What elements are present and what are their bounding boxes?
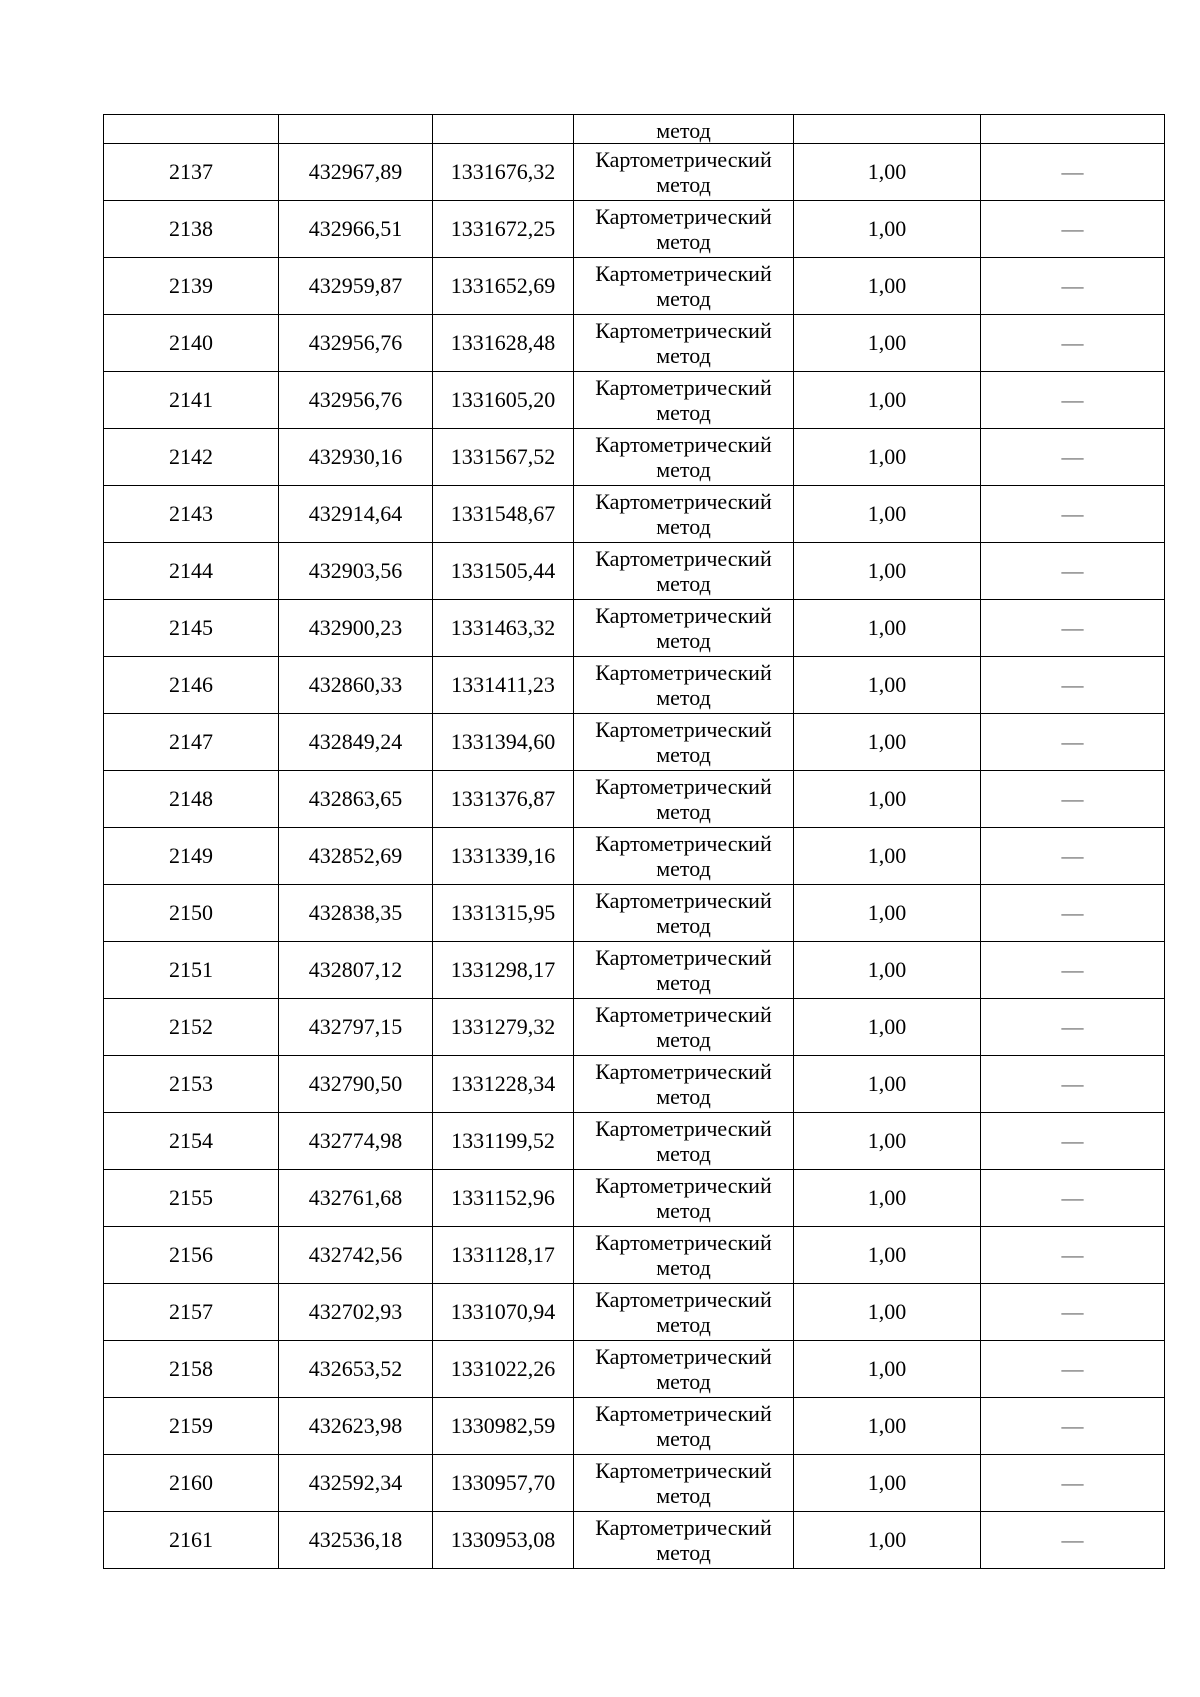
method-line-1: Картометрический [595, 1059, 772, 1084]
cell-method [574, 1056, 794, 1113]
cell-point: 2160 [104, 1455, 279, 1512]
method-line-2: метод [656, 628, 711, 653]
method-line-1: Картометрический [595, 831, 772, 856]
cell-x: 432860,33 [279, 657, 433, 714]
cell-accuracy: 1,00 [794, 1284, 981, 1341]
cell-x: 432903,56 [279, 543, 433, 600]
method-line-1: Картометрический [595, 945, 772, 970]
table-row [104, 1227, 1165, 1284]
cell-y: 1331628,48 [433, 315, 574, 372]
cell-method [574, 942, 794, 999]
cell-y: 1331152,96 [433, 1170, 574, 1227]
cell-y [433, 115, 574, 144]
cell-description: — [981, 1455, 1165, 1512]
cell-accuracy: 1,00 [794, 1227, 981, 1284]
cell-method [574, 714, 794, 771]
cell-accuracy: 1,00 [794, 1056, 981, 1113]
method-line-2: метод [656, 1426, 711, 1451]
cell-description: — [981, 942, 1165, 999]
cell-point: 2146 [104, 657, 279, 714]
method-line-1: Картометрический [595, 261, 772, 286]
table-row [104, 771, 1165, 828]
cell-x: 432536,18 [279, 1512, 433, 1569]
cell-accuracy: 1,00 [794, 429, 981, 486]
method-line-1: Картометрический [595, 546, 772, 571]
method-line-1: Картометрический [595, 1002, 772, 1027]
method-line-1: Картометрический [595, 204, 772, 229]
method-line-1: Картометрический [595, 1173, 772, 1198]
method-line-2: метод [656, 457, 711, 482]
method-line-2: метод [656, 286, 711, 311]
cell-method [574, 201, 794, 258]
cell-x: 432774,98 [279, 1113, 433, 1170]
cell-description: — [981, 1341, 1165, 1398]
cell-x: 432967,89 [279, 144, 433, 201]
method-line-1: Картометрический [595, 1230, 772, 1255]
cell-method [574, 1398, 794, 1455]
cell-accuracy: 1,00 [794, 828, 981, 885]
cell-point: 2156 [104, 1227, 279, 1284]
cell-method [574, 1227, 794, 1284]
method-line-2: метод [656, 1198, 711, 1223]
table-row [104, 942, 1165, 999]
method-line-1: Картометрический [595, 660, 772, 685]
cell-point: 2149 [104, 828, 279, 885]
cell-method [574, 1455, 794, 1512]
cell-description: — [981, 1398, 1165, 1455]
table-row [104, 1341, 1165, 1398]
cell-description: — [981, 714, 1165, 771]
method-line-1: Картометрический [595, 888, 772, 913]
cell-accuracy: 1,00 [794, 1341, 981, 1398]
table-row [104, 543, 1165, 600]
cell-accuracy: 1,00 [794, 543, 981, 600]
cell-accuracy: 1,00 [794, 1512, 981, 1569]
cell-x: 432956,76 [279, 372, 433, 429]
cell-y: 1331199,52 [433, 1113, 574, 1170]
method-line-2: метод [656, 343, 711, 368]
cell-y: 1331315,95 [433, 885, 574, 942]
cell-point: 2151 [104, 942, 279, 999]
cell-y: 1330957,70 [433, 1455, 574, 1512]
cell-y: 1331298,17 [433, 942, 574, 999]
cell-description: — [981, 1056, 1165, 1113]
cell-method [574, 1512, 794, 1569]
cell-method [574, 429, 794, 486]
cell-accuracy: 1,00 [794, 885, 981, 942]
method-line-2: метод [656, 913, 711, 938]
method-line-1: Картометрический [595, 603, 772, 628]
cell-x: 432914,64 [279, 486, 433, 543]
cell-accuracy: 1,00 [794, 714, 981, 771]
cell-method [574, 144, 794, 201]
table-row [104, 1113, 1165, 1170]
cell-x: 432807,12 [279, 942, 433, 999]
cell-description: — [981, 429, 1165, 486]
cell-accuracy: 1,00 [794, 771, 981, 828]
cell-x: 432838,35 [279, 885, 433, 942]
cell-y: 1331394,60 [433, 714, 574, 771]
table-row [104, 144, 1165, 201]
cell-description: — [981, 486, 1165, 543]
table-row [104, 486, 1165, 543]
cell-x: 432702,93 [279, 1284, 433, 1341]
cell-description: — [981, 1113, 1165, 1170]
cell-accuracy: 1,00 [794, 999, 981, 1056]
cell-x: 432863,65 [279, 771, 433, 828]
method-line-1: Картометрический [595, 1515, 772, 1540]
method-line-2: метод [656, 229, 711, 254]
cell-x: 432849,24 [279, 714, 433, 771]
cell-x: 432852,69 [279, 828, 433, 885]
cell-y: 1331605,20 [433, 372, 574, 429]
cell-point: 2137 [104, 144, 279, 201]
table-row [104, 372, 1165, 429]
cell-accuracy [794, 115, 981, 144]
cell-point: 2154 [104, 1113, 279, 1170]
cell-point: 2161 [104, 1512, 279, 1569]
cell-accuracy: 1,00 [794, 1170, 981, 1227]
cell-point: 2147 [104, 714, 279, 771]
table-row [104, 600, 1165, 657]
cell-description: — [981, 372, 1165, 429]
cell-x: 432797,15 [279, 999, 433, 1056]
cell-point: 2143 [104, 486, 279, 543]
table-row [104, 1170, 1165, 1227]
cell-description [981, 115, 1165, 144]
cell-point: 2142 [104, 429, 279, 486]
cell-y: 1331070,94 [433, 1284, 574, 1341]
cell-point: 2157 [104, 1284, 279, 1341]
cell-method [574, 1341, 794, 1398]
cell-x: 432653,52 [279, 1341, 433, 1398]
cell-description: — [981, 1227, 1165, 1284]
cell-y: 1331128,17 [433, 1227, 574, 1284]
method-line-2: метод [656, 1540, 711, 1565]
cell-description: — [981, 315, 1165, 372]
method-line-2: метод [656, 1369, 711, 1394]
table-row [104, 828, 1165, 885]
cell-accuracy: 1,00 [794, 201, 981, 258]
cell-y: 1331548,67 [433, 486, 574, 543]
cell-accuracy: 1,00 [794, 657, 981, 714]
table-row [104, 714, 1165, 771]
cell-x: 432592,34 [279, 1455, 433, 1512]
coordinates-table [103, 114, 1165, 1569]
cell-point: 2145 [104, 600, 279, 657]
cell-point: 2141 [104, 372, 279, 429]
cell-x [279, 115, 433, 144]
cell-accuracy: 1,00 [794, 144, 981, 201]
cell-y: 1331672,25 [433, 201, 574, 258]
cell-accuracy: 1,00 [794, 486, 981, 543]
cell-description: — [981, 258, 1165, 315]
table-row [104, 429, 1165, 486]
cell-y: 1331567,52 [433, 429, 574, 486]
cell-y: 1331376,87 [433, 771, 574, 828]
method-line-2: метод [656, 1312, 711, 1337]
cell-point: 2139 [104, 258, 279, 315]
cell-method [574, 600, 794, 657]
method-line-1: Картометрический [595, 432, 772, 457]
cell-method [574, 1170, 794, 1227]
cell-y: 1331652,69 [433, 258, 574, 315]
cell-description: — [981, 543, 1165, 600]
cell-x: 432966,51 [279, 201, 433, 258]
method-line-1: Картометрический [595, 774, 772, 799]
cell-description: — [981, 144, 1165, 201]
cell-description: — [981, 828, 1165, 885]
method-line-1: Картометрический [595, 1116, 772, 1141]
method-line-2: метод [656, 799, 711, 824]
cell-y: 1331505,44 [433, 543, 574, 600]
cell-method [574, 543, 794, 600]
cell-method [574, 999, 794, 1056]
method-line-2: метод [656, 1483, 711, 1508]
cell-y: 1331228,34 [433, 1056, 574, 1113]
method-line-2: метод [656, 1084, 711, 1109]
cell-accuracy: 1,00 [794, 942, 981, 999]
cell-accuracy: 1,00 [794, 1398, 981, 1455]
cell-method: метод [574, 115, 794, 144]
cell-y: 1330982,59 [433, 1398, 574, 1455]
method-line-2: метод [656, 1255, 711, 1280]
cell-description: — [981, 657, 1165, 714]
method-line-2: метод [656, 571, 711, 596]
table-row [104, 885, 1165, 942]
cell-point: 2159 [104, 1398, 279, 1455]
method-line-1: Картометрический [595, 1344, 772, 1369]
method-line-2: метод [656, 1027, 711, 1052]
cell-x: 432742,56 [279, 1227, 433, 1284]
table-row [104, 657, 1165, 714]
cell-point: 2140 [104, 315, 279, 372]
cell-accuracy: 1,00 [794, 1455, 981, 1512]
table-row [104, 315, 1165, 372]
cell-method [574, 828, 794, 885]
cell-point: 2152 [104, 999, 279, 1056]
cell-y: 1331022,26 [433, 1341, 574, 1398]
cell-point: 2158 [104, 1341, 279, 1398]
method-line-2: метод [656, 742, 711, 767]
cell-y: 1331463,32 [433, 600, 574, 657]
cell-description: — [981, 999, 1165, 1056]
method-line-2: метод [656, 856, 711, 881]
cell-method [574, 1113, 794, 1170]
cell-x: 432790,50 [279, 1056, 433, 1113]
cell-method [574, 1284, 794, 1341]
method-line-1: Картометрический [595, 489, 772, 514]
method-line-1: Картометрический [595, 318, 772, 343]
table-row [104, 999, 1165, 1056]
cell-x: 432623,98 [279, 1398, 433, 1455]
cell-y: 1331339,16 [433, 828, 574, 885]
cell-description: — [981, 1512, 1165, 1569]
cell-y: 1330953,08 [433, 1512, 574, 1569]
method-line-2: метод [656, 514, 711, 539]
cell-method [574, 657, 794, 714]
cell-x: 432956,76 [279, 315, 433, 372]
cell-accuracy: 1,00 [794, 600, 981, 657]
table-row [104, 1284, 1165, 1341]
cell-y: 1331411,23 [433, 657, 574, 714]
method-line-2: метод [656, 685, 711, 710]
method-line-1: Картометрический [595, 1458, 772, 1483]
method-line-1: Картометрический [595, 1401, 772, 1426]
cell-description: — [981, 885, 1165, 942]
table-row [104, 1398, 1165, 1455]
method-line-1: Картометрический [595, 717, 772, 742]
cell-accuracy: 1,00 [794, 1113, 981, 1170]
table-row [104, 258, 1165, 315]
method-line-2: метод [656, 970, 711, 995]
method-line-1: Картометрический [595, 147, 772, 172]
method-line-1: Картометрический [595, 1287, 772, 1312]
cell-point [104, 115, 279, 144]
cell-point: 2150 [104, 885, 279, 942]
cell-method [574, 771, 794, 828]
cell-point: 2144 [104, 543, 279, 600]
table-row [104, 1512, 1165, 1569]
cell-x: 432761,68 [279, 1170, 433, 1227]
cell-accuracy: 1,00 [794, 258, 981, 315]
cell-method [574, 258, 794, 315]
table-body [104, 115, 1165, 1569]
method-line-1: Картометрический [595, 375, 772, 400]
cell-point: 2153 [104, 1056, 279, 1113]
table-row [104, 1455, 1165, 1512]
cell-y: 1331279,32 [433, 999, 574, 1056]
cell-method [574, 372, 794, 429]
cell-description: — [981, 771, 1165, 828]
cell-description: — [981, 1170, 1165, 1227]
method-line-2: метод [656, 1141, 711, 1166]
cell-accuracy: 1,00 [794, 315, 981, 372]
cell-description: — [981, 1284, 1165, 1341]
table-row [104, 1056, 1165, 1113]
table-row-continued [104, 115, 1165, 144]
cell-method [574, 486, 794, 543]
method-line-2: метод [656, 172, 711, 197]
method-line-2: метод [656, 400, 711, 425]
cell-description: — [981, 201, 1165, 258]
cell-method [574, 885, 794, 942]
cell-x: 432959,87 [279, 258, 433, 315]
cell-point: 2148 [104, 771, 279, 828]
cell-y: 1331676,32 [433, 144, 574, 201]
cell-accuracy: 1,00 [794, 372, 981, 429]
cell-point: 2155 [104, 1170, 279, 1227]
table-row [104, 201, 1165, 258]
cell-x: 432900,23 [279, 600, 433, 657]
cell-point: 2138 [104, 201, 279, 258]
cell-x: 432930,16 [279, 429, 433, 486]
cell-description: — [981, 600, 1165, 657]
cell-method [574, 315, 794, 372]
